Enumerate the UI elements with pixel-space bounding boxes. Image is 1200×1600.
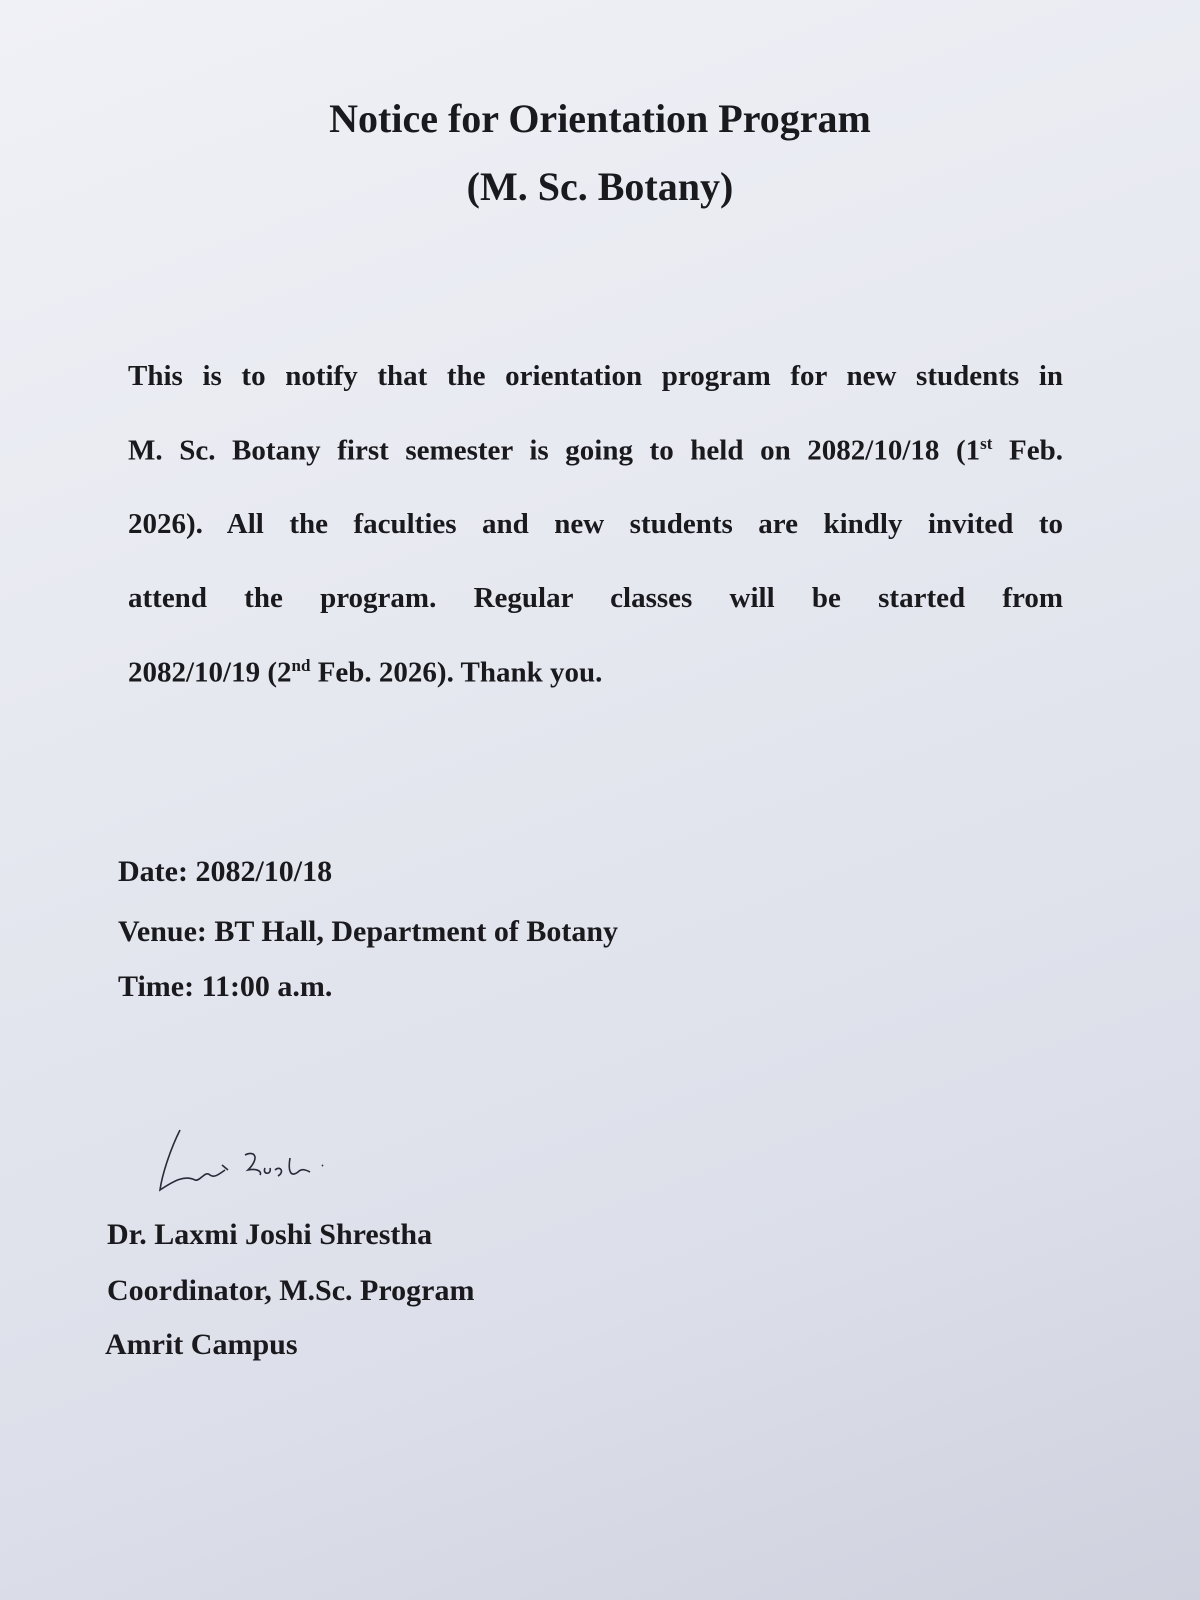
notice-subtitle: (M. Sc. Botany)	[466, 164, 734, 209]
body-line: 2026). All the faculties and new students are kindly invited to	[128, 508, 1063, 540]
signatory-org: Amrit Campus	[105, 1328, 298, 1361]
signatory-role: Coordinator, M.Sc. Program	[107, 1274, 475, 1307]
body-line: 2082/10/19 (2nd Feb. 2026). Thank you.	[128, 656, 603, 689]
notice-title: Notice for Orientation Program	[329, 96, 871, 141]
body-line: attend the program. Regular classes will be started from	[128, 582, 1063, 614]
venue-line: Venue: BT Hall, Department of Botany	[118, 915, 619, 948]
body-line: M. Sc. Botany first semester is going to held on 2082/10/18 (1st Feb.	[128, 434, 1063, 467]
signature-image	[150, 1120, 350, 1200]
signatory-name: Dr. Laxmi Joshi Shrestha	[107, 1218, 433, 1251]
time-line: Time: 11:00 a.m.	[118, 970, 333, 1003]
date-line: Date: 2082/10/18	[118, 855, 333, 888]
body-line: This is to notify that the orientation program for new students in	[128, 360, 1063, 392]
